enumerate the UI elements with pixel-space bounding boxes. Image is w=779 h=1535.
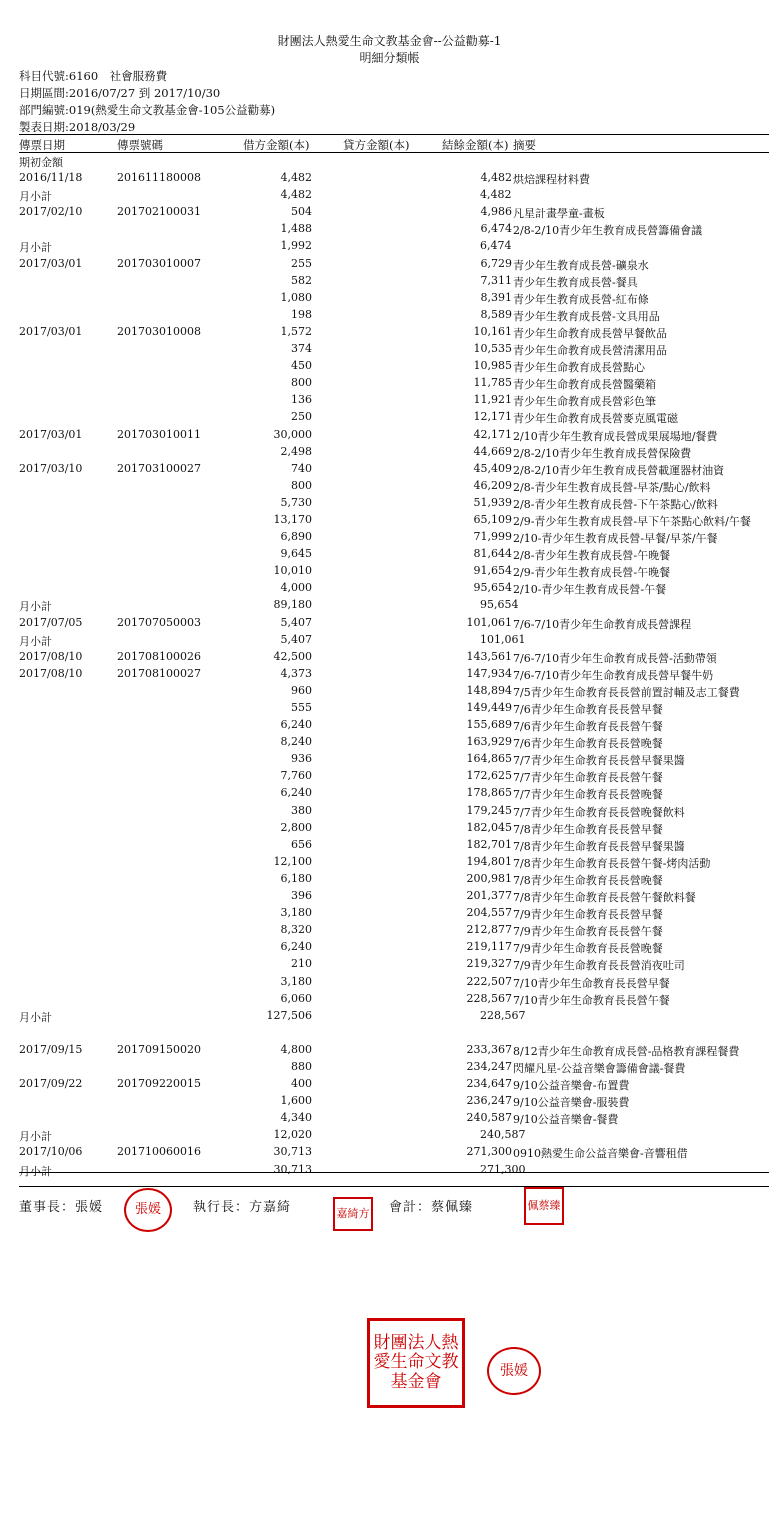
cell-desc: 7/6青少年生命教育長長營早餐: [513, 703, 663, 716]
cell-balance: 65,109: [473, 512, 512, 526]
cell-balance: 10,985: [473, 359, 512, 373]
cell-desc: 青少年生教育成長營-礦泉水: [513, 258, 649, 272]
cell-desc: 青少年生教育成長營-紅布條: [513, 292, 649, 306]
table-row: [0, 906, 779, 923]
table-row: [0, 564, 779, 581]
cell-debit: 2,498: [280, 444, 312, 458]
cell-balance: 155,689: [466, 718, 512, 732]
cell-desc: 8/12青少年生命教育成長營-品格教育課程餐費: [513, 1044, 740, 1058]
cell-debit: 4,000: [280, 581, 312, 595]
cell-balance: 271,300: [466, 1145, 512, 1159]
cell-balance: 240,587: [466, 1111, 512, 1125]
cell-desc: 7/9青少年生命教育長長營早餐: [513, 908, 663, 922]
cell-balance: 236,247: [466, 1094, 512, 1108]
cell-date: 2017/08/10: [19, 666, 83, 680]
foundation-seal: 財團法人熱愛生命文教基金會: [367, 1318, 465, 1408]
table-row: [0, 342, 779, 359]
cell-voucher: 201709220015: [117, 1077, 201, 1091]
cell-debit: 10,010: [273, 564, 312, 578]
cell-debit: 4,482: [280, 171, 312, 185]
cell-voucher: 201703010011: [117, 427, 201, 441]
date-range: 日期區間:2016/07/27 到 2017/10/30: [19, 86, 221, 100]
cell-voucher: 201611180008: [117, 171, 201, 185]
cell-debit: 9,645: [280, 547, 312, 561]
table-row: [0, 274, 779, 291]
cell-date: 月小計: [19, 1164, 52, 1178]
cell-debit: 4,800: [280, 1042, 312, 1056]
cell-balance: 201,377: [466, 889, 512, 903]
cell-balance: 71,999: [473, 530, 512, 544]
cell-voucher: 201708100027: [117, 666, 201, 680]
col-balance: 結餘金額(本): [442, 138, 509, 152]
col-debit: 借方金額(本): [243, 138, 310, 152]
cell-debit: 8,240: [280, 735, 312, 749]
table-row: [0, 462, 779, 479]
cell-debit: 960: [291, 683, 312, 697]
accountant-signature: 會計：蔡佩臻: [389, 1200, 474, 1215]
table-row: [0, 735, 779, 752]
cell-balance: 51,939: [473, 495, 512, 509]
cell-debit: 30,000: [273, 427, 312, 441]
cell-balance: 6,474: [480, 239, 512, 253]
table-row: [0, 855, 779, 872]
cell-date: 2017/09/22: [19, 1077, 83, 1091]
cell-voucher: 201707050003: [117, 615, 201, 629]
cell-debit: 582: [291, 273, 312, 287]
table-end-rule: [19, 1172, 769, 1173]
cell-debit: 936: [291, 752, 312, 766]
subtotal-row: [0, 598, 779, 615]
table-row: [0, 308, 779, 325]
cell-desc: 7/6青少年生命教育長長營午餐: [513, 720, 663, 734]
cell-debit: 1,488: [280, 222, 312, 236]
cell-desc: 7/8青少年生命教育長長營早餐果醬: [513, 839, 685, 853]
subtotal-row: [0, 239, 779, 256]
cell-desc: 烘焙課程材料費: [513, 173, 590, 187]
cell-debit: 880: [291, 1059, 312, 1073]
cell-desc: 7/6青少年生命教育長長營晚餐: [513, 737, 663, 751]
cell-balance: 6,474: [480, 222, 512, 236]
cell-balance: 163,929: [466, 735, 512, 749]
sub-title: 明細分類帳: [359, 51, 420, 65]
cell-balance: 222,507: [466, 974, 512, 988]
cell-debit: 210: [291, 957, 312, 971]
cell-debit: 4,373: [280, 666, 312, 680]
cell-desc: 青少年生命教育成長營彩色筆: [513, 395, 656, 409]
ledger-rows: [0, 154, 779, 1180]
cell-voucher: 201708100026: [117, 649, 201, 663]
cell-desc: 2/8-2/10青少年生教育成長營載運器材油資: [513, 463, 725, 477]
cell-desc: 2/8-2/10青少年生教育成長營籌備會議: [513, 224, 703, 238]
signature-rule: [19, 1186, 769, 1187]
cell-voucher: 201709150020: [117, 1042, 201, 1056]
cell-desc: 7/7青少年生命教育長長營早餐果醬: [513, 754, 685, 768]
cell-desc: 7/5青少年生命教育長長營前置討輔及志工餐費: [513, 685, 740, 699]
cell-desc: 2/9-青少年生教育成長營-午晚餐: [513, 566, 671, 580]
cell-date: 月小計: [19, 1130, 52, 1144]
cell-debit: 374: [291, 342, 312, 356]
table-row: [0, 1026, 779, 1043]
cell-debit: 380: [291, 803, 312, 817]
table-row: [0, 154, 779, 171]
cell-debit: 127,506: [266, 1008, 312, 1022]
cell-date: 2017/03/01: [19, 427, 83, 441]
org-title: 財團法人熱愛生命文教基金會--公益勸募-1: [277, 34, 502, 48]
cell-desc: 2/10-青少年生教育成長營-午餐: [513, 583, 667, 597]
cell-debit: 400: [291, 1077, 312, 1091]
table-row: [0, 428, 779, 445]
table-row: [0, 701, 779, 718]
table-row: [0, 530, 779, 547]
chairman-signature: 董事長：張媛: [19, 1200, 104, 1215]
cell-desc: 7/9青少年生命教育長長營消夜吐司: [513, 959, 685, 973]
table-row: [0, 889, 779, 906]
cell-balance: 234,647: [466, 1077, 512, 1091]
cell-date: 2017/10/06: [19, 1145, 83, 1159]
cell-debit: 30,713: [273, 1162, 312, 1176]
cell-voucher: 201710060016: [117, 1145, 201, 1159]
cell-balance: 7,311: [480, 273, 512, 287]
cell-balance: 11,785: [473, 376, 512, 390]
table-row: [0, 171, 779, 188]
cell-balance: 11,921: [473, 393, 512, 407]
cell-voucher: 201703100027: [117, 461, 201, 475]
col-desc: 摘要: [513, 138, 536, 152]
cell-balance: 46,209: [473, 478, 512, 492]
cell-desc: 2/10-青少年生教育成長營-早餐/早茶/午餐: [513, 532, 718, 546]
table-row: [0, 222, 779, 239]
cell-desc: 青少年生命教育成長營麥克風電磁: [513, 412, 678, 426]
cell-debit: 1,080: [280, 290, 312, 304]
table-row: [0, 291, 779, 308]
cell-date: 月小計: [19, 241, 52, 255]
cell-desc: 青少年生命教育成長營早餐飲品: [513, 326, 667, 340]
table-row: [0, 616, 779, 633]
cell-desc: 7/8青少年生命教育長長營午餐-烤肉活動: [513, 856, 711, 870]
cell-balance: 10,535: [473, 342, 512, 356]
table-row: [0, 1060, 779, 1077]
cell-desc: 7/6-7/10青少年生命教育成長營課程: [513, 617, 692, 631]
cell-desc: 9/10公益音樂會-布置費: [513, 1079, 630, 1093]
table-row: [0, 393, 779, 410]
table-row: [0, 1111, 779, 1128]
cell-voucher: 201703010007: [117, 256, 201, 270]
table-row: [0, 581, 779, 598]
cell-balance: 179,245: [466, 803, 512, 817]
cell-desc: 2/9-青少年生教育成長營-早下午茶點心飲料/午餐: [513, 514, 751, 528]
cell-date: 2017/03/01: [19, 324, 83, 338]
cell-debit: 12,020: [273, 1128, 312, 1142]
cell-balance: 228,567: [466, 991, 512, 1005]
cell-debit: 13,170: [273, 512, 312, 526]
cell-desc: 9/10公益音樂會-服裝費: [513, 1096, 630, 1110]
cell-debit: 450: [291, 359, 312, 373]
cell-date: 月小計: [19, 1010, 52, 1024]
cell-balance: 204,557: [466, 906, 512, 920]
col-credit: 貸方金額(本): [343, 138, 410, 152]
table-row: [0, 957, 779, 974]
cell-desc: 青少年生命教育成長營清潔用品: [513, 344, 667, 358]
cell-debit: 6,180: [280, 871, 312, 885]
cell-balance: 4,986: [480, 205, 512, 219]
cell-balance: 149,449: [466, 701, 512, 714]
cell-debit: 5,730: [280, 495, 312, 509]
cell-desc: 青少年生命教育成長營醫藥箱: [513, 378, 656, 392]
cell-desc: 2/10青少年生教育成長營成果展場地/餐費: [513, 429, 718, 443]
cell-date: 2017/08/10: [19, 649, 83, 663]
cell-desc: 7/7青少年生命教育長長營晚餐飲料: [513, 805, 685, 819]
cell-debit: 42,500: [273, 649, 312, 663]
cell-voucher: 201702100031: [117, 205, 201, 219]
cell-desc: 7/10青少年生命教育長長營早餐: [513, 976, 670, 990]
cell-date: 月小計: [19, 600, 52, 614]
cell-voucher: 201703010008: [117, 324, 201, 338]
cell-date: 期初金額: [19, 156, 63, 169]
cell-balance: 228,567: [480, 1008, 526, 1022]
table-row: [0, 1077, 779, 1094]
table-row: [0, 325, 779, 342]
cell-balance: 212,877: [466, 923, 512, 937]
cell-debit: 4,340: [280, 1111, 312, 1125]
table-row: [0, 923, 779, 940]
ceo-seal: 嘉綺方: [333, 1197, 373, 1231]
subtotal-row: [0, 1009, 779, 1026]
column-header-row: [19, 137, 769, 151]
cell-balance: 219,117: [466, 940, 512, 954]
cell-balance: 147,934: [466, 666, 512, 680]
table-row: [0, 718, 779, 735]
cell-desc: 2/8-2/10青少年生教育成長營保險費: [513, 446, 692, 460]
table-row: [0, 940, 779, 957]
cell-debit: 5,407: [280, 615, 312, 629]
cell-debit: 6,240: [280, 786, 312, 800]
subtotal-row: [0, 633, 779, 650]
table-row: [0, 872, 779, 889]
header-bottom-rule: [19, 152, 769, 153]
cell-date: 2017/09/15: [19, 1042, 83, 1056]
table-row: [0, 479, 779, 496]
table-row: [0, 975, 779, 992]
header-top-rule: [19, 134, 769, 135]
cell-debit: 198: [291, 307, 312, 321]
table-row: [0, 1145, 779, 1162]
col-voucher: 傳票號碼: [117, 138, 163, 152]
report-date: 製表日期:2018/03/29: [19, 120, 136, 134]
table-row: [0, 821, 779, 838]
cell-balance: 4,482: [480, 171, 512, 185]
cell-balance: 164,865: [466, 752, 512, 766]
chairman-seal: 張媛: [124, 1188, 172, 1232]
cell-balance: 95,654: [480, 598, 519, 612]
cell-date: 2017/03/10: [19, 461, 83, 475]
cell-debit: 89,180: [273, 598, 312, 612]
cell-balance: 45,409: [473, 461, 512, 475]
cell-date: 2017/03/01: [19, 256, 83, 270]
cell-balance: 101,061: [480, 632, 526, 646]
cell-desc: 7/6-7/10青少年生命教育成長營-活動帶領: [513, 651, 717, 665]
cell-balance: 172,625: [466, 769, 512, 783]
cell-debit: 2,800: [280, 820, 312, 834]
cell-balance: 95,654: [473, 581, 512, 595]
cell-desc: 7/8青少年生命教育長長營午餐飲料餐: [513, 891, 696, 905]
cell-date: 2017/02/10: [19, 205, 83, 219]
cell-debit: 1,572: [280, 324, 312, 338]
table-row: [0, 769, 779, 786]
table-row: [0, 410, 779, 427]
table-row: [0, 257, 779, 274]
cell-date: 月小計: [19, 190, 52, 204]
cell-desc: 7/7青少年生命教育長長營午餐: [513, 771, 663, 785]
subtotal-row: [0, 1128, 779, 1145]
cell-desc: 0910熱愛生命公益音樂會-音響租借: [513, 1147, 688, 1161]
chairman-seal-2: 張媛: [487, 1347, 541, 1395]
cell-date: 2016/11/18: [19, 171, 83, 185]
cell-debit: 6,240: [280, 718, 312, 732]
cell-debit: 800: [291, 376, 312, 390]
table-row: [0, 547, 779, 564]
cell-balance: 42,171: [473, 427, 512, 441]
cell-debit: 504: [291, 205, 312, 219]
table-row: [0, 752, 779, 769]
cell-debit: 255: [291, 256, 312, 270]
cell-debit: 250: [291, 410, 312, 424]
cell-balance: 12,171: [473, 410, 512, 424]
cell-debit: 6,240: [280, 940, 312, 954]
department: 部門編號:019(熱愛生命文教基金會-105公益勸募): [19, 103, 276, 117]
cell-desc: 7/8青少年生命教育長長營晚餐: [513, 873, 663, 887]
table-row: [0, 667, 779, 684]
table-row: [0, 804, 779, 821]
table-row: [0, 650, 779, 667]
cell-date: 2017/07/05: [19, 615, 83, 629]
cell-balance: 271,300: [480, 1162, 526, 1176]
cell-desc: 7/9青少年生命教育長長營晚餐: [513, 942, 663, 956]
cell-desc: 9/10公益音樂會-餐費: [513, 1113, 619, 1127]
table-row: [0, 205, 779, 222]
cell-debit: 1,992: [280, 239, 312, 253]
cell-debit: 4,482: [280, 188, 312, 202]
cell-desc: 7/7青少年生命教育長長營晚餐: [513, 788, 663, 802]
cell-desc: 7/8青少年生命教育長長營早餐: [513, 822, 663, 836]
cell-desc: 2/8-青少年生教育成長營-下午茶點心/飲料: [513, 497, 718, 511]
cell-balance: 178,865: [466, 786, 512, 800]
cell-desc: 閃耀凡星-公益音樂會籌備會議-餐費: [513, 1061, 686, 1075]
cell-debit: 800: [291, 478, 312, 492]
cell-debit: 136: [291, 393, 312, 407]
cell-balance: 240,587: [480, 1128, 526, 1142]
cell-balance: 4,482: [480, 188, 512, 202]
col-date: 傳票日期: [19, 138, 65, 152]
cell-debit: 656: [291, 837, 312, 851]
table-row: [0, 1094, 779, 1111]
cell-balance: 200,981: [466, 871, 512, 885]
cell-debit: 3,180: [280, 906, 312, 920]
table-row: [0, 376, 779, 393]
cell-desc: 青少年生教育成長營-文具用品: [513, 309, 660, 323]
cell-desc: 2/8-青少年生教育成長營-午晚餐: [513, 549, 671, 563]
cell-debit: 6,060: [280, 991, 312, 1005]
cell-debit: 5,407: [280, 632, 312, 646]
table-row: [0, 496, 779, 513]
cell-debit: 396: [291, 889, 312, 903]
cell-balance: 8,589: [480, 307, 512, 321]
cell-balance: 101,061: [466, 615, 512, 629]
ceo-signature: 執行長：方嘉綺: [193, 1200, 292, 1215]
cell-debit: 6,890: [280, 530, 312, 544]
cell-debit: 555: [291, 701, 312, 714]
cell-balance: 219,327: [466, 957, 512, 971]
cell-debit: 12,100: [273, 854, 312, 868]
cell-debit: 3,180: [280, 974, 312, 988]
table-row: [0, 992, 779, 1009]
cell-desc: 青少年生教育成長營-餐具: [513, 275, 638, 289]
cell-balance: 8,391: [480, 290, 512, 304]
table-row: [0, 684, 779, 701]
cell-balance: 182,701: [466, 837, 512, 851]
cell-desc: 7/6-7/10青少年生命教育成長營早餐牛奶: [513, 668, 714, 682]
table-row: [0, 838, 779, 855]
cell-debit: 1,600: [280, 1094, 312, 1108]
cell-balance: 194,801: [466, 854, 512, 868]
cell-balance: 81,644: [473, 547, 512, 561]
cell-balance: 91,654: [473, 564, 512, 578]
cell-debit: 740: [291, 461, 312, 475]
cell-balance: 182,045: [466, 820, 512, 834]
cell-desc: 凡星計畫學童-畫板: [513, 207, 605, 221]
cell-debit: 8,320: [280, 923, 312, 937]
table-row: [0, 445, 779, 462]
cell-debit: 30,713: [273, 1145, 312, 1159]
cell-balance: 6,729: [480, 256, 512, 270]
cell-balance: 44,669: [473, 444, 512, 458]
table-row: [0, 359, 779, 376]
cell-balance: 10,161: [473, 324, 512, 338]
cell-balance: 143,561: [466, 649, 512, 663]
table-row: [0, 786, 779, 803]
cell-balance: 234,247: [466, 1059, 512, 1073]
cell-balance: 148,894: [466, 683, 512, 697]
subtotal-row: [0, 188, 779, 205]
cell-desc: 2/8-青少年生教育成長營-早茶/點心/飲料: [513, 480, 711, 494]
cell-debit: 7,760: [280, 769, 312, 783]
table-row: [0, 513, 779, 530]
cell-desc: 青少年生命教育成長營點心: [513, 361, 645, 375]
table-row: [0, 1043, 779, 1060]
cell-desc: 7/9青少年生命教育長長營午餐: [513, 925, 663, 939]
cell-desc: 7/10青少年生命教育長長營午餐: [513, 993, 670, 1007]
cell-balance: 233,367: [466, 1042, 512, 1056]
accountant-seal: 佩蔡臻: [524, 1187, 564, 1225]
account-code: 科目代號:6160 社會服務費: [19, 69, 168, 83]
cell-date: 月小計: [19, 634, 52, 648]
